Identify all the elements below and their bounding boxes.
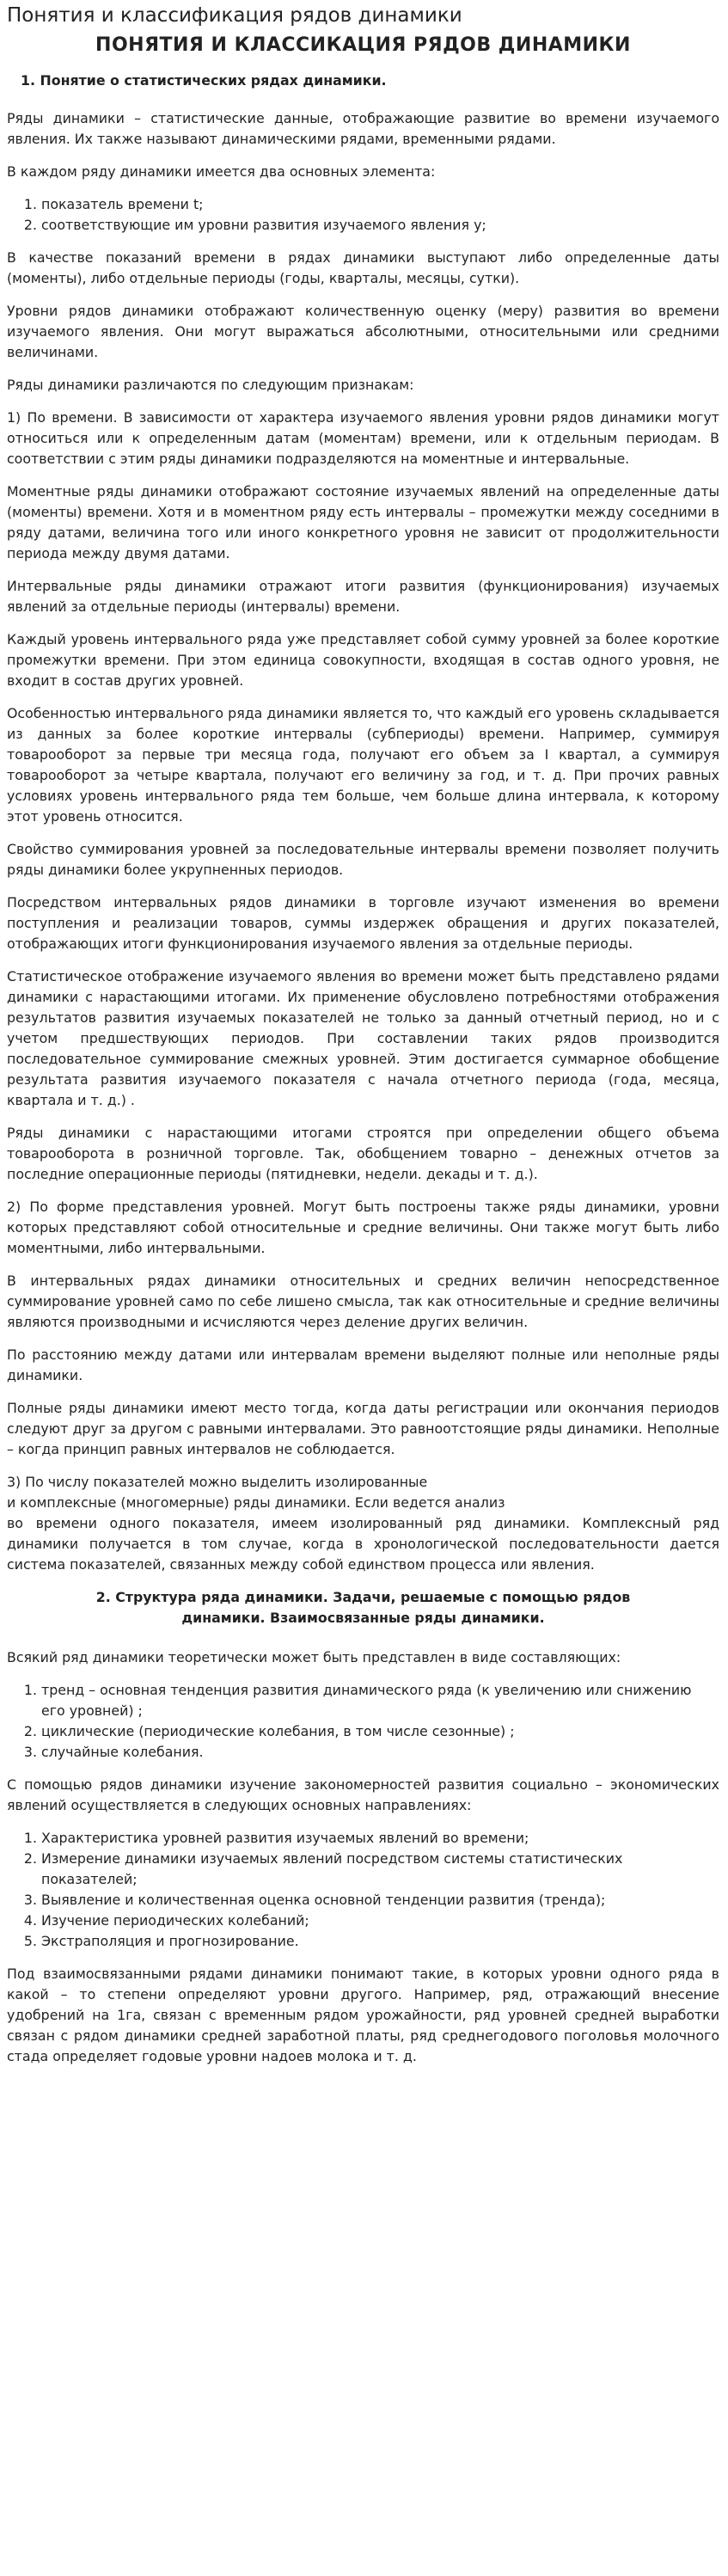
directions-list	[7, 1828, 719, 1952]
text-line: и комплексные (многомерные) ряды динамики. Если ведется анализ	[7, 1494, 505, 1511]
text-line: во времени одного показателя, имеем изолированный ряд динамики. Комплексный ряд динамики получается в том случае, когда в хронологической последовательности дается система показателей, связанных между собой единством процесса или явления.	[7, 1515, 719, 1573]
paragraph-cumulative-retail: Ряды динамики с нарастающими итогами строятся при определении общего объема товарооборота в розничной торговле. Так, обобщением товарно – денежных отчетов за последние операционные периоды (пятидневки, недели. декады и т. д.).	[7, 1125, 719, 1182]
list-item: 1. показатель времени t;	[41, 194, 719, 215]
page-title: Понятия и классификация рядов динамики	[7, 4, 462, 27]
paragraph-time-indicators: В качестве показаний времени в рядах динамики выступают либо определенные даты (моменты), либо отдельные периоды (годы, кварталы, месяцы, сутки).	[7, 249, 719, 286]
list-item: 2. Измерение динамики изучаемых явлений посредством системы статистических показателей;	[41, 1849, 719, 1890]
paragraph-components-intro: Всякий ряд динамики теоретически может быть представлен в виде составляющих:	[7, 1649, 621, 1665]
paragraph-cumulative: Статистическое отображение изучаемого явления во времени может быть представлено рядами динамики с нарастающими итогами. Их применение обусловлено потребностями отображения результатов развития изучаемых показателей не только за данный отчетный период, но и с учетом предшествующих периодов. При составлении таких рядов производится последовательное суммирование смежных уровней. Этим достигается суммарное обобщение результата развития изучаемого показателя с начала отчетного периода (года, месяца, квартала и т. д.) .	[7, 968, 719, 1108]
list-item: 2. циклические (периодические колебания, в том числе сезонные) ;	[41, 1721, 719, 1742]
text-line: 3) По числу показателей можно выделить изолированные	[7, 1474, 428, 1490]
list-item: 3. случайные колебания.	[41, 1742, 719, 1763]
document-heading: ПОНЯТИЯ И КЛАССИКАЦИЯ РЯДОВ ДИНАМИКИ	[95, 34, 631, 56]
paragraph-full-series: Полные ряды динамики имеют место тогда, когда даты регистрации или окончания периодов следуют друг за другом с равными интервалами. Это равноотстоящие ряды динамики. Неполные – когда принцип равных интервалов не соблюдается.	[7, 1400, 719, 1457]
paragraph-interval-feature: Особенностью интервального ряда динамики является то, что каждый его уровень складывается из данных за более короткие интервалы (субпериоды) времени. Например, суммируя товарооборот за первые три месяца года, получают его объем за I квартал, а суммируя товарооборот за четыре квартала, получают его величину за год, и т. д. При прочих равных условиях уровень интервального ряда тем больше, чем больше длина интервала, к которому этот уровень относится.	[7, 705, 719, 825]
section-2-heading: 2. Структура ряда динамики. Задачи, решаемые с помощью рядов динамики. Взаимосвязанные ряды динамики.	[95, 1589, 631, 1626]
paragraph-elements-intro: В каждом ряду динамики имеется два основных элемента:	[7, 163, 436, 180]
paragraph-by-form: 2) По форме представления уровней. Могут быть построены также ряды динамики, уровни которых представляют собой относительные и средние величины. Они также могут быть либо моментными, либо интервальными.	[7, 1199, 719, 1256]
paragraph-by-time: 1) По времени. В зависимости от характера изучаемого явления уровни рядов динамики могут относиться или к определенным датам (моментам) времени, или к отдельным периодам. В соответствии с этим ряды динамики подразделяются на моментные и интервальные.	[7, 409, 719, 467]
paragraph-definition: Ряды динамики – статистические данные, отображающие развитие во времени изучаемого явления. Их также называют динамическими рядами, временными рядами.	[7, 110, 719, 147]
paragraph-directions-intro: С помощью рядов динамики изучение закономерностей развития социально – экономических явлений осуществляется в следующих основных направлениях:	[7, 1776, 719, 1813]
paragraph-relative-average: В интервальных рядах динамики относительных и средних величин непосредственное суммирование уровней само по себе лишено смысла, так как относительные и средние величины являются производными и исчисляются через деление других величин.	[7, 1273, 719, 1330]
paragraph-levels: Уровни рядов динамики отображают количественную оценку (меру) развития во времени изучаемого явления. Они могут выражаться абсолютными, относительными или средними величинами.	[7, 303, 719, 360]
paragraph-by-distance: По расстоянию между датами или интервалам времени выделяют полные или неполные ряды динамики.	[7, 1346, 719, 1383]
list-item: 5. Экстраполяция и прогнозирование.	[41, 1931, 719, 1952]
list-item: 2. соответствующие им уровни развития изучаемого явления y;	[41, 215, 719, 236]
elements-list	[7, 194, 719, 236]
paragraph-by-count	[7, 1472, 719, 1575]
list-item: 3. Выявление и количественная оценка основной тенденции развития (тренда);	[41, 1890, 719, 1911]
paragraph-trade-usage: Посредством интервальных рядов динамики в торговле изучают изменения во времени поступления и реализации товаров, суммы издержек обращения и других показателей, отображающих итоги функционирования изучаемого явления за отдельные периоды.	[7, 894, 719, 952]
list-item: 4. Изучение периодических колебаний;	[41, 1911, 719, 1931]
list-item: 1. тренд – основная тенденция развития динамического ряда (к увеличению или снижению его уровней) ;	[41, 1680, 719, 1721]
list-item: 1. Характеристика уровней развития изучаемых явлений во времени;	[41, 1828, 719, 1849]
paragraph-interval-level-sum: Каждый уровень интервального ряда уже представляет собой сумму уровней за более короткие промежутки времени. При этом единица совокупности, входящая в состав одного уровня, не входит в состав других уровней.	[7, 631, 719, 689]
components-list	[7, 1680, 719, 1763]
document-page	[0, 3, 728, 2088]
paragraph-interrelated-series: Под взаимосвязанными рядами динамики понимают такие, в которых уровни одного ряда в какой – то степени определяют уровни другого. Например, ряд, отражающий внесение удобрений на 1га, связан с временным рядом урожайности, ряд уровней средней выработки связан с рядом динамики средней заработной платы, ряд среднегодового поголовья молочного стада определяет годовые уровни надоев молока и т. д.	[7, 1966, 719, 2064]
paragraph-features-intro: Ряды динамики различаются по следующим признакам:	[7, 377, 414, 393]
paragraph-summation-property: Свойство суммирования уровней за последовательные интервалы времени позволяет получить ряды динамики более укрупненных периодов.	[7, 841, 719, 878]
paragraph-interval-series: Интервальные ряды динамики отражают итоги развития (функционирования) изучаемых явлений за отдельные периоды (интервалы) времени.	[7, 578, 719, 615]
section-1-heading: 1. Понятие о статистических рядах динамики.	[21, 72, 387, 89]
paragraph-moment-series: Моментные ряды динамики отображают состояние изучаемых явлений на определенные даты (моменты) времени. Хотя и в моментном ряду есть интервалы – промежутки между соседними в ряду датами, величина того или иного конкретного уровня не зависит от продолжительности периода между двумя датами.	[7, 483, 719, 561]
